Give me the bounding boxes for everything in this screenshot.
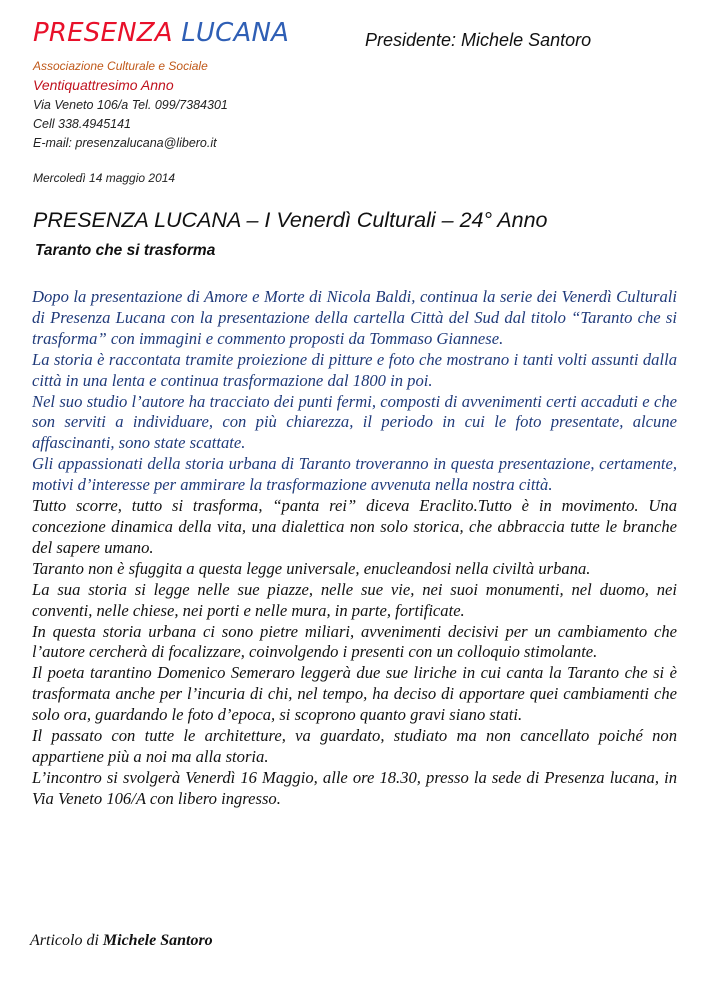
anniversary-year: Ventiquattresimo Anno: [33, 77, 174, 93]
article-byline: [30, 932, 213, 950]
byline-author: Michele Santoro: [102, 932, 213, 949]
paragraph-4: Gli appassionati della storia urbana di Taranto troveranno in questa presentazione, certamente, motivi d’interesse per ammirare la trasformazione avvenuta nella nostra città.: [32, 454, 677, 495]
paragraph-10: Il passato con tutte le architetture, va guardato, studiato ma non cancellato poiché non appartiene più a noi ma alla storia.: [32, 726, 677, 766]
email-address: E-mail: presenzalucana@libero.it: [33, 136, 217, 150]
byline-prefix: Articolo di: [30, 932, 99, 949]
paragraph-9: Il poeta tarantino Domenico Semeraro leggerà due sue liriche in cui canta la Taranto che si è trasformata anche per l’incuria di chi, nel tempo, ha deciso di apportare quei cambiamenti che solo ora, guardando le foto d’epoca, si scoprono quanto gravi siano stati.: [32, 663, 677, 725]
article-headline: PRESENZA LUCANA – I Venerdì Culturali – 24° Anno: [33, 208, 548, 232]
cell-phone: Cell 338.4945141: [33, 117, 131, 131]
paragraph-7: La sua storia si legge nelle sue piazze, nelle sue vie, nei suoi monumenti, nel duomo, nei conventi, nelle chiese, nei porti e nelle mura, in parte, fortificate.: [32, 579, 677, 620]
paragraph-11: L’incontro si svolgerà Venerdì 16 Maggio, alle ore 18.30, presso la sede di Presenza lucana, in Via Veneto 106/A con libero ingresso.: [32, 767, 677, 808]
paragraph-5: Tutto scorre, tutto si trasforma, “panta rei” diceva Eraclito.Tutto è in movimento. Una concezione dinamica della vita, una dialettica non solo storica, che abbraccia tutte le branche del sapere umano.: [32, 496, 677, 557]
article-subtitle: Taranto che si trasforma: [35, 242, 216, 259]
address-phone: Via Veneto 106/a Tel. 099/7384301: [33, 98, 228, 112]
paragraph-3: Nel suo studio l’autore ha tracciato dei punti fermi, composti di avvenimenti certi accaduti e che son serviti a individuare, con più chiarezza, il periodo in cui le foto presentate, alcune affascinanti, sono state scattate.: [32, 391, 677, 453]
paragraph-1: Dopo la presentazione di Amore e Morte di Nicola Baldi, continua la serie dei Venerdì Culturali di Presenza Lucana con la presentazione della cartella Città del Sud dal titolo “Taranto che si trasforma” con immagini e commento proposti da Tommaso Giannese.: [32, 287, 677, 348]
article-body: [32, 287, 677, 810]
president-name: Presidente: Michele Santoro: [365, 30, 592, 50]
document-date: Mercoledì 14 maggio 2014: [33, 171, 176, 185]
association-type: Associazione Culturale e Sociale: [33, 59, 208, 73]
paragraph-8: In questa storia urbana ci sono pietre miliari, avvenimenti decisivi per un cambiamento che l’autore cercherà di focalizzare, coinvolgendo i presenti con un colloquio stimolante.: [32, 621, 677, 662]
paragraph-2: La storia è raccontata tramite proiezione di pitture e foto che mostrano i tanti volti assunti dalla città in una lenta e continua trasformazione dal 1800 in poi.: [32, 349, 677, 390]
paragraph-6: Taranto non è sfuggita a questa legge universale, enucleandosi nella civiltà urbana.: [32, 558, 591, 578]
organization-logo: [33, 20, 289, 46]
logo-word-lucana: LUCANA: [181, 18, 290, 48]
logo-word-presenza: PRESENZA: [33, 18, 173, 48]
